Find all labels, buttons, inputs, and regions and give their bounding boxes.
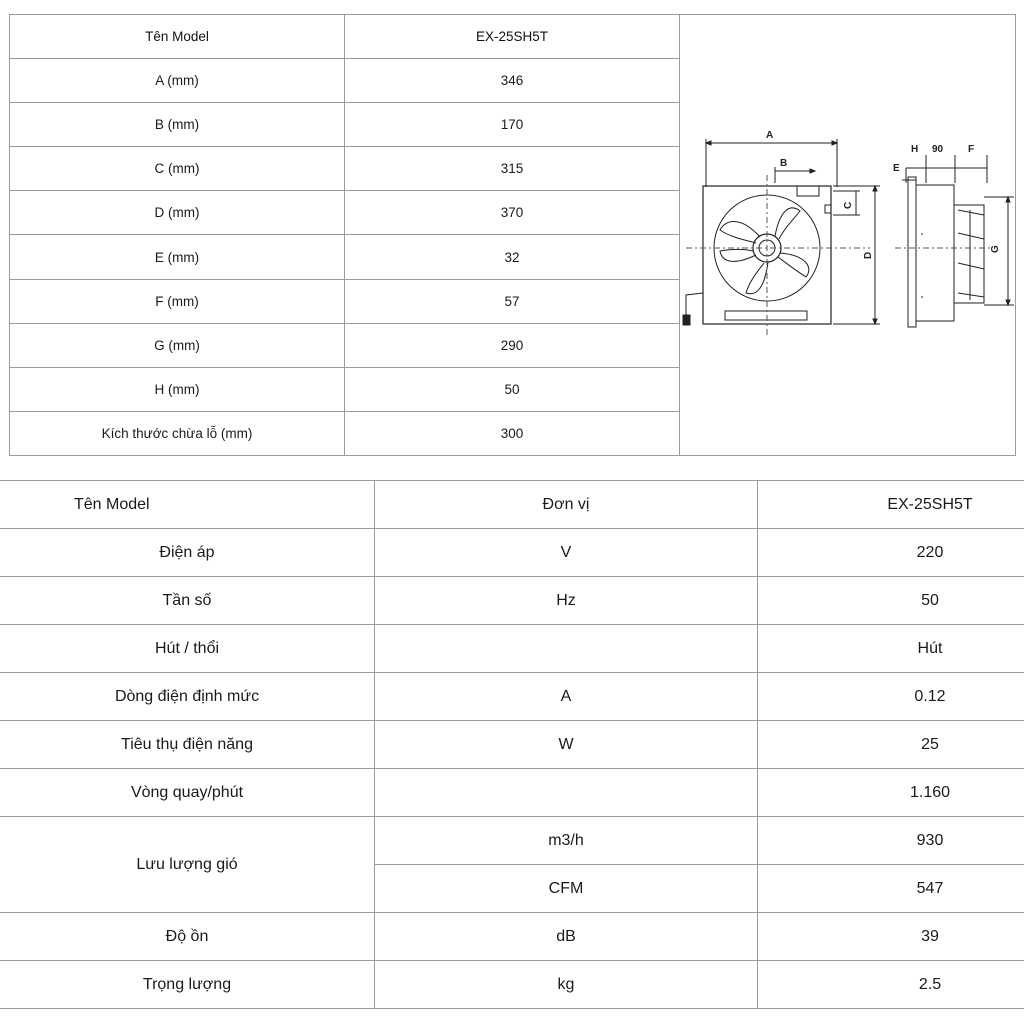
spec-value: 930: [758, 817, 1024, 865]
spec-unit: V: [375, 529, 758, 577]
label-g: G: [990, 245, 1001, 253]
spec-value: 25: [758, 721, 1024, 769]
dimension-value: 315: [345, 147, 680, 191]
dimension-value: 300: [345, 411, 680, 455]
specs-header-model: EX-25SH5T: [758, 481, 1024, 529]
spec-name: Dòng điện định mức: [0, 673, 375, 721]
label-d: D: [863, 251, 874, 259]
dimension-label: A (mm): [10, 59, 345, 103]
dimension-drawing-cell: [680, 15, 1016, 456]
spec-name: Điện áp: [0, 529, 375, 577]
dimension-value: 50: [345, 367, 680, 411]
dimension-label: Kích thước chừa lỗ (mm): [10, 411, 345, 455]
dimension-value: 57: [345, 279, 680, 323]
dimension-value: 346: [345, 59, 680, 103]
spec-value: 39: [758, 913, 1024, 961]
spec-value: 220: [758, 529, 1024, 577]
label-f: F: [968, 144, 975, 155]
specs-row: [0, 673, 1024, 721]
specs-row: [0, 721, 1024, 769]
spec-value: 1.160: [758, 769, 1024, 817]
spec-name: Trọng lượng: [0, 961, 375, 1009]
label-h-extra: 90: [932, 144, 944, 155]
spec-unit: dB: [375, 913, 758, 961]
spec-name: Tần số: [0, 577, 375, 625]
spec-unit: Hz: [375, 577, 758, 625]
specs-row: [0, 529, 1024, 577]
spec-name: Tiêu thụ điện năng: [0, 721, 375, 769]
spec-unit: kg: [375, 961, 758, 1009]
spec-unit: CFM: [375, 865, 758, 913]
label-b: B: [780, 158, 788, 169]
spec-unit: A: [375, 673, 758, 721]
specs-row: [0, 961, 1024, 1009]
dimensions-header-row: [10, 15, 1016, 59]
spec-unit: [375, 769, 758, 817]
dimensions-header-value: EX-25SH5T: [345, 15, 680, 59]
specs-row: [0, 625, 1024, 673]
spec-name: Hút / thổi: [0, 625, 375, 673]
specs-row: [0, 913, 1024, 961]
specs-row: [0, 769, 1024, 817]
label-c: C: [843, 201, 854, 209]
spec-name: Độ ồn: [0, 913, 375, 961]
label-h: H: [911, 144, 919, 155]
specs-table: [0, 480, 1024, 1009]
label-a: A: [766, 130, 774, 141]
spec-value: 2.5: [758, 961, 1024, 1009]
label-e: E: [893, 163, 900, 174]
dimension-label: G (mm): [10, 323, 345, 367]
spec-unit: m3/h: [375, 817, 758, 865]
spec-unit: [375, 625, 758, 673]
spec-value: 0.12: [758, 673, 1024, 721]
specs-header-unit: Đơn vị: [375, 481, 758, 529]
dimension-value: 370: [345, 191, 680, 235]
spec-value: 547: [758, 865, 1024, 913]
dimension-value: 170: [345, 103, 680, 147]
fan-dimension-drawing: [680, 15, 1015, 452]
dimension-label: D (mm): [10, 191, 345, 235]
dimensions-table: [9, 14, 1016, 456]
specs-row-airflow: [0, 817, 1024, 865]
dimension-label: B (mm): [10, 103, 345, 147]
spec-name: Vòng quay/phút: [0, 769, 375, 817]
specs-header-name: Tên Model: [0, 481, 375, 529]
dimension-label: C (mm): [10, 147, 345, 191]
spec-value: Hút: [758, 625, 1024, 673]
dimension-value: 290: [345, 323, 680, 367]
dimension-value: 32: [345, 235, 680, 279]
spec-value: 50: [758, 577, 1024, 625]
spec-name-airflow: Lưu lượng gió: [0, 817, 375, 913]
dimension-label: F (mm): [10, 279, 345, 323]
specs-row: [0, 577, 1024, 625]
spec-unit: W: [375, 721, 758, 769]
dimensions-header-label: Tên Model: [10, 15, 345, 59]
dimension-label: E (mm): [10, 235, 345, 279]
dimension-label: H (mm): [10, 367, 345, 411]
specs-header-row: [0, 481, 1024, 529]
